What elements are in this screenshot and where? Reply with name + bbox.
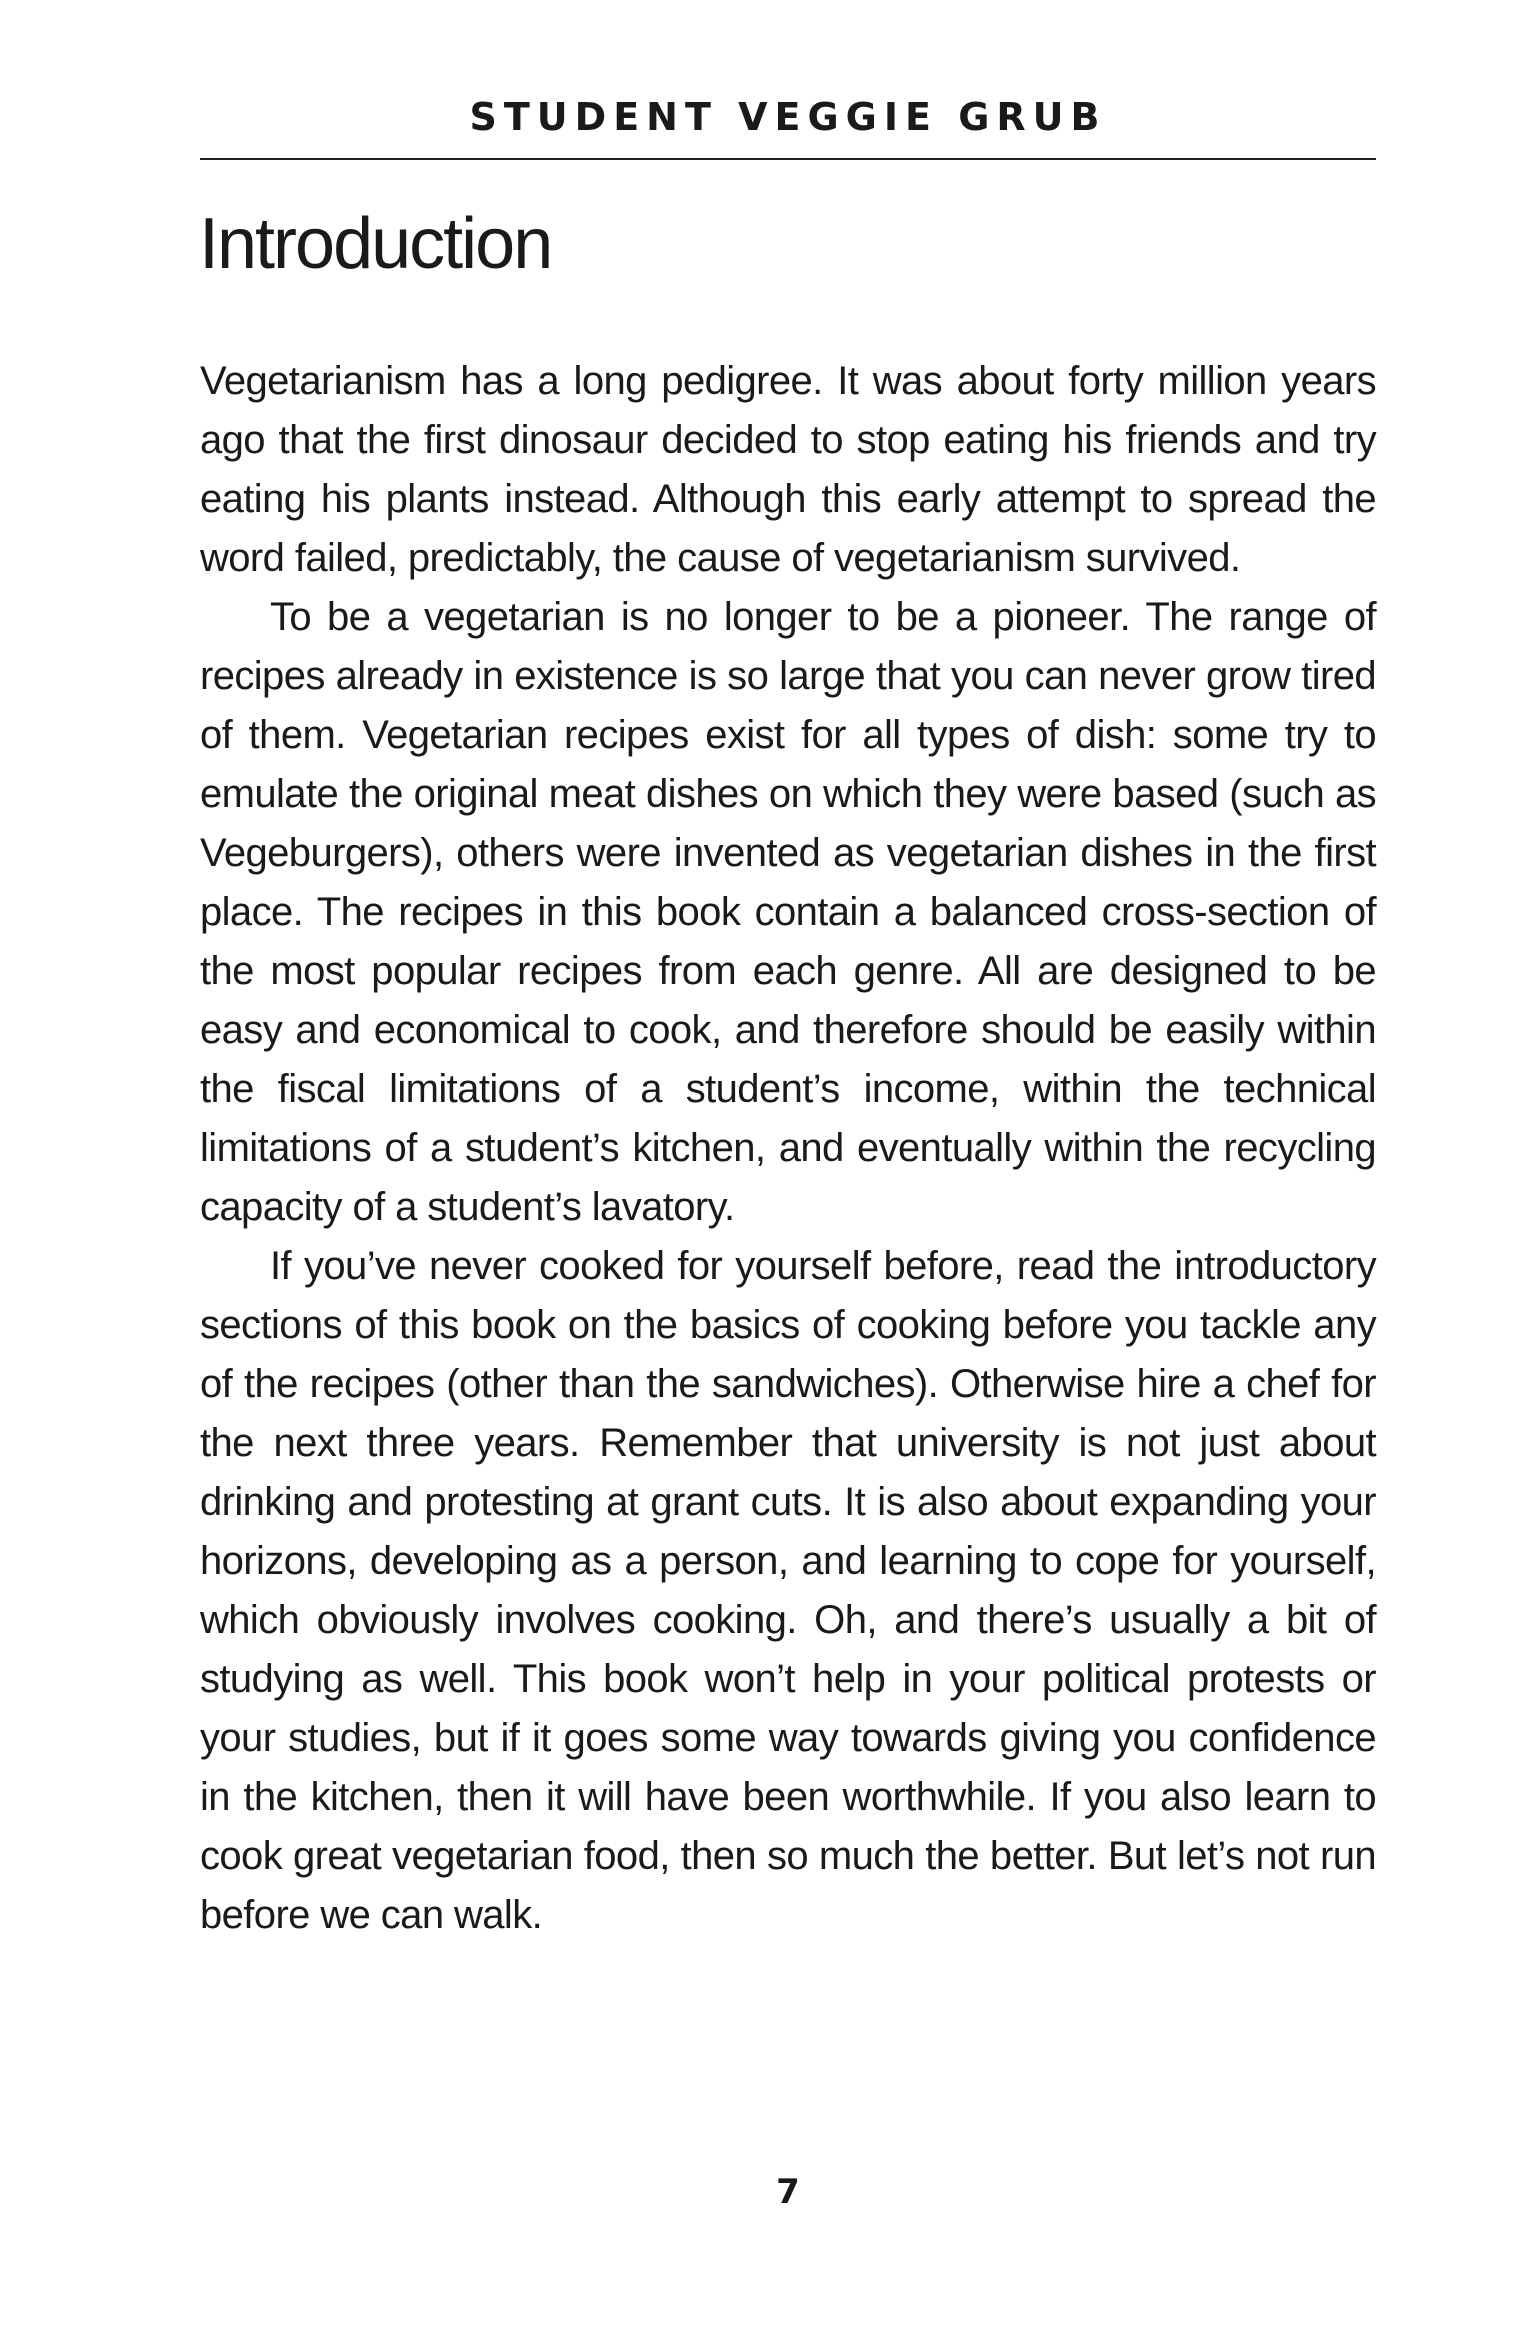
body-text: [200, 352, 1376, 1945]
running-head: STUDENT VEGGIE GRUB: [469, 95, 1107, 139]
chapter-title: Introduction: [199, 204, 552, 284]
paragraph: Vegetarianism has a long pedigree. It was about forty million years ago that the first dinosaur decided to stop eating his friends and try eating his plants instead. Although this early attempt to spread the word failed, predictably, the cause of vegetarianism survived.: [200, 359, 1376, 580]
paragraph: To be a vegetarian is no longer to be a pioneer. The range of recipes already in existence is so large that you can never grow tired of them. Vegetarian recipes exist for all types of dish: some try to emulate the original meat dishes on which they were based (such as Vegeburgers), others were invented as vegetarian dishes in the first place. The recipes in this book contain a balanced cross-section of the most popular recipes from each genre. All are designed to be easy and economical to cook, and therefore should be easily within the fiscal limitations of a student’s income, within the technical limitations of a student’s kitchen, and eventually within the recycling capacity of a student’s lavatory.: [200, 595, 1376, 1229]
header-rule: [200, 158, 1376, 160]
page-number: 7: [776, 2172, 800, 2212]
paragraph: If you’ve never cooked for yourself before, read the introductory sections of this book on the basics of cooking before you tackle any of the recipes (other than the sandwiches). Otherwise hire a chef for the next three years. Remember that university is not just about drinking and protesting at grant cuts. It is also about expanding your horizons, developing as a person, and learning to cope for yourself, which obviously involves cooking. Oh, and there’s usually a bit of studying as well. This book won’t help in your political protests or your studies, but if it goes some way towards giving you confidence in the kitchen, then it will have been worthwhile. If you also learn to cook great vegetarian food, then so much the better. But let’s not run before we can walk.: [200, 1244, 1376, 1937]
